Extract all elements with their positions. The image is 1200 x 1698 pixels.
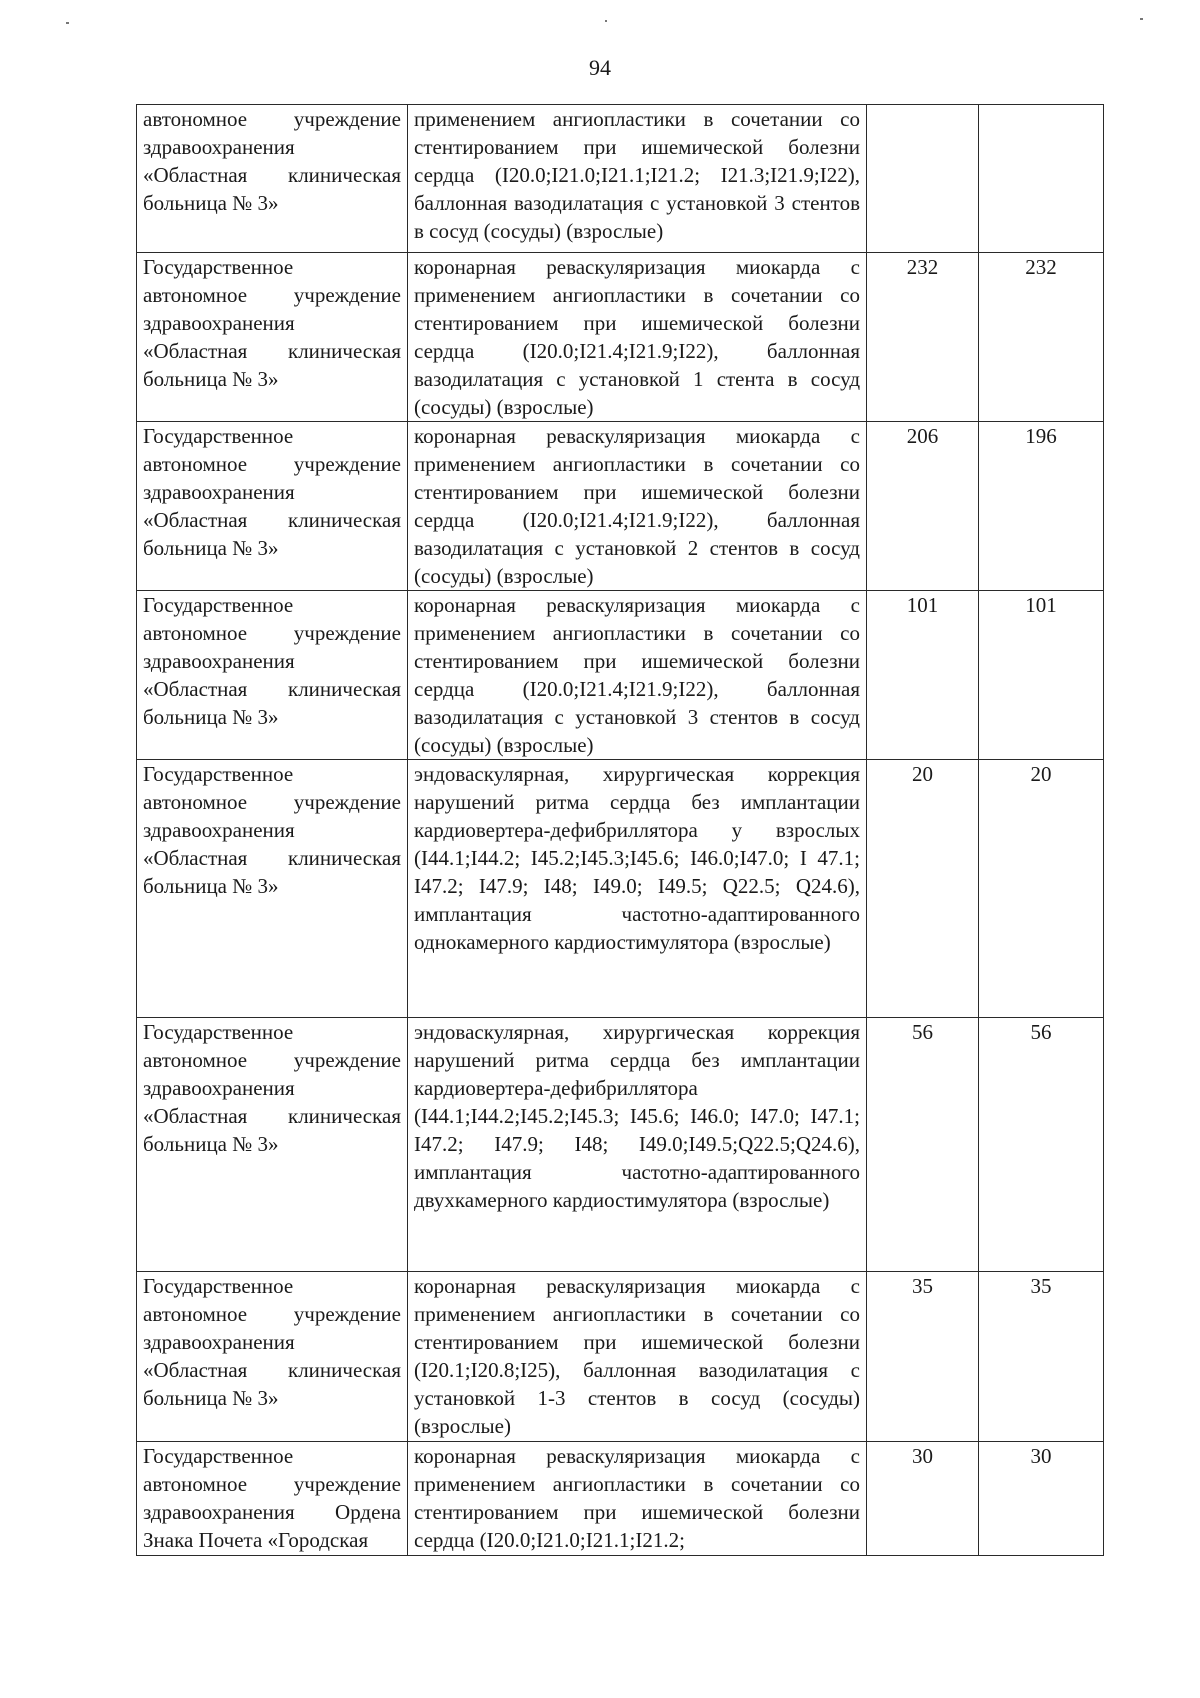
scan-speck	[605, 20, 607, 22]
table-row	[137, 105, 1104, 253]
page-number: 94	[589, 55, 611, 80]
table-row	[137, 760, 1104, 1018]
volume-cell-2: 196	[979, 422, 1104, 591]
table-row	[137, 1272, 1104, 1442]
volume-cell-2: 101	[979, 591, 1104, 760]
table-row	[137, 422, 1104, 591]
organization-cell: Государственное автономное учреждение здравоохранения «Областная клиническая больница № 3»	[137, 1272, 408, 1442]
volume-cell-2: 35	[979, 1272, 1104, 1442]
volume-cell-1: 20	[867, 760, 979, 1018]
procedure-cell: эндоваскулярная, хирургическая коррекция нарушений ритма сердца без имплантации кардиовертера-дефибриллятора у взрослых (I44.1;I44.2; I45.2;I45.3;I45.6; I46.0;I47.0; I 47.1; I47.2; I47.9; I48; I49.0; I49.5; Q22.5; Q24.6), имплантация частотно-адаптированного однокамерного кардиостимулятора (взрослые)	[408, 760, 867, 1018]
organization-cell: Государственное автономное учреждение здравоохранения «Областная клиническая больница № 3»	[137, 422, 408, 591]
organization-cell: Государственное автономное учреждение здравоохранения Ордена Знака Почета «Городская	[137, 1442, 408, 1556]
procedure-cell: эндоваскулярная, хирургическая коррекция нарушений ритма сердца без имплантации кардиовертера-дефибриллятора (I44.1;I44.2;I45.2;I45.3; I45.6; I46.0; I47.0; I47.1; I47.2; I47.9; I48; I49.0;I49.5;Q22.5;Q24.6), имплантация частотно-адаптированного двухкамерного кардиостимулятора (взрослые)	[408, 1018, 867, 1272]
volume-cell-1: 35	[867, 1272, 979, 1442]
procedure-cell: применением ангиопластики в сочетании со стентированием при ишемической болезни сердца (I20.0;I21.0;I21.1;I21.2; I21.3;I21.9;I22), баллонная вазодилатация с установкой 3 стентов в сосуд (сосуды) (взрослые)	[408, 105, 867, 253]
procedure-cell: коронарная реваскуляризация миокарда с применением ангиопластики в сочетании со стентированием при ишемической болезни сердца (I20.0;I21.4;I21.9;I22), баллонная вазодилатация с установкой 2 стентов в сосуд (сосуды) (взрослые)	[408, 422, 867, 591]
volume-cell-1	[867, 105, 979, 253]
volume-cell-1: 206	[867, 422, 979, 591]
scan-speck	[1140, 18, 1143, 20]
organization-cell: Государственное автономное учреждение здравоохранения «Областная клиническая больница № 3»	[137, 591, 408, 760]
volume-cell-1: 101	[867, 591, 979, 760]
table-row	[137, 591, 1104, 760]
organization-cell: автономное учреждение здравоохранения «Областная клиническая больница № 3»	[137, 105, 408, 253]
procedure-cell: коронарная реваскуляризация миокарда с применением ангиопластики в сочетании со стентированием при ишемической болезни сердца (I20.0;I21.4;I21.9;I22), баллонная вазодилатация с установкой 1 стента в сосуд (сосуды) (взрослые)	[408, 253, 867, 422]
procedure-cell: коронарная реваскуляризация миокарда с применением ангиопластики в сочетании со стентированием при ишемической болезни (I20.1;I20.8;I25), баллонная вазодилатация с установкой 1-3 стентов в сосуд (сосуды) (взрослые)	[408, 1272, 867, 1442]
volume-cell-2: 232	[979, 253, 1104, 422]
volume-cell-2	[979, 105, 1104, 253]
procedure-cell: коронарная реваскуляризация миокарда с применением ангиопластики в сочетании со стентированием при ишемической болезни сердца (I20.0;I21.0;I21.1;I21.2;	[408, 1442, 867, 1556]
volume-cell-1: 232	[867, 253, 979, 422]
organization-cell: Государственное автономное учреждение здравоохранения «Областная клиническая больница № 3»	[137, 760, 408, 1018]
volume-cell-2: 20	[979, 760, 1104, 1018]
services-table	[136, 104, 1104, 1556]
procedure-cell: коронарная реваскуляризация миокарда с применением ангиопластики в сочетании со стентированием при ишемической болезни сердца (I20.0;I21.4;I21.9;I22), баллонная вазодилатация с установкой 3 стентов в сосуд (сосуды) (взрослые)	[408, 591, 867, 760]
volume-cell-1: 30	[867, 1442, 979, 1556]
volume-cell-1: 56	[867, 1018, 979, 1272]
table-row	[137, 253, 1104, 422]
scan-speck	[66, 22, 69, 24]
volume-cell-2: 30	[979, 1442, 1104, 1556]
organization-cell: Государственное автономное учреждение здравоохранения «Областная клиническая больница № 3»	[137, 253, 408, 422]
organization-cell: Государственное автономное учреждение здравоохранения «Областная клиническая больница № 3»	[137, 1018, 408, 1272]
table-body	[137, 105, 1104, 1556]
table-row	[137, 1442, 1104, 1556]
volume-cell-2: 56	[979, 1018, 1104, 1272]
table-row	[137, 1018, 1104, 1272]
